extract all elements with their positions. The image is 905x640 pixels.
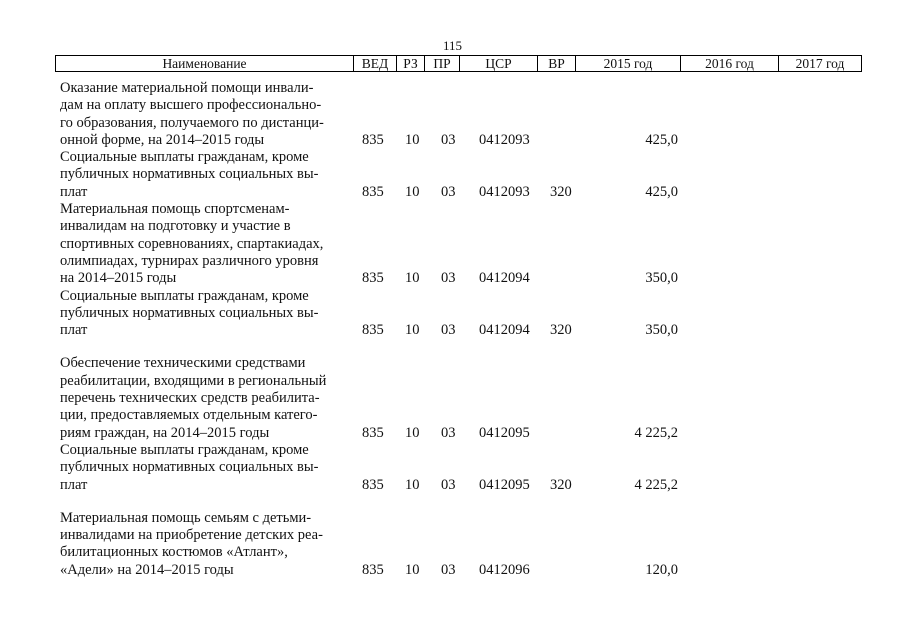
row-name-line: ции, предоставляемых отдельным катего- [60, 407, 318, 424]
cell-ved: 835 [362, 424, 384, 441]
row-name [60, 510, 350, 579]
cell-pr: 03 [441, 476, 456, 493]
row-name-line: плат [60, 322, 88, 339]
table-row [0, 442, 905, 494]
header-2015: 2015 год [576, 56, 681, 72]
row-name [60, 288, 350, 340]
row-name-line: дам на оплату высшего профессионально- [60, 97, 322, 114]
budget-rows [0, 80, 905, 579]
cell-pr: 03 [441, 270, 456, 287]
header-name: Наименование [56, 56, 354, 72]
row-name-line: го образования, получаемого по дистанци- [60, 114, 324, 131]
column-header-table [55, 55, 862, 72]
row-name-line: билитационных костюмов «Атлант», [60, 544, 288, 561]
table-row [0, 80, 905, 149]
row-name-line: Материальная помощь семьям с детьми- [60, 509, 312, 526]
header-vr: ВР [538, 56, 576, 72]
cell-ved: 835 [362, 476, 384, 493]
row-name-line: перечень технических средств реабилита- [60, 390, 320, 407]
table-row [0, 355, 905, 441]
row-name-line: плат [60, 476, 88, 493]
header-2017: 2017 год [779, 56, 862, 72]
cell-pr: 03 [441, 183, 456, 200]
cell-pr: 03 [441, 322, 456, 339]
cell-ved: 835 [362, 561, 384, 578]
cell-rz: 10 [405, 131, 420, 148]
header-csr: ЦСР [460, 56, 538, 72]
row-name-line: Социальные выплаты гражданам, кроме [60, 441, 309, 458]
cell-csr: 0412096 [479, 561, 530, 578]
header-2016: 2016 год [681, 56, 779, 72]
row-name-line: публичных нормативных социальных вы- [60, 304, 319, 321]
cell-2015: 4 225,2 [634, 476, 678, 493]
cell-rz: 10 [405, 561, 420, 578]
row-name-line: Социальные выплаты гражданам, кроме [60, 149, 309, 166]
row-name-line: публичных нормативных социальных вы- [60, 166, 319, 183]
header-pr: ПР [425, 56, 460, 72]
table-row [0, 288, 905, 340]
cell-2015: 4 225,2 [634, 424, 678, 441]
cell-ved: 835 [362, 270, 384, 287]
cell-2015: 350,0 [645, 322, 678, 339]
row-name-line: онной форме, на 2014–2015 годы [60, 131, 265, 148]
page-number: 115 [442, 38, 463, 53]
row-name-line: «Адели» на 2014–2015 годы [60, 561, 234, 578]
cell-rz: 10 [405, 183, 420, 200]
cell-rz: 10 [405, 270, 420, 287]
cell-ved: 835 [362, 131, 384, 148]
column-header-row [56, 56, 862, 72]
cell-rz: 10 [405, 424, 420, 441]
table-row [0, 201, 905, 287]
row-name-line: публичных нормативных социальных вы- [60, 459, 319, 476]
cell-2015: 425,0 [645, 131, 678, 148]
cell-vr: 320 [550, 183, 572, 200]
row-name-line: Материальная помощь спортсменам- [60, 201, 290, 218]
table-row [0, 510, 905, 579]
row-name-line: реабилитации, входящими в региональный [60, 372, 327, 389]
table-row [0, 149, 905, 201]
cell-2015: 425,0 [645, 183, 678, 200]
row-name [60, 149, 350, 201]
row-name-line: риям граждан, на 2014–2015 годы [60, 424, 270, 441]
header-rz: РЗ [397, 56, 425, 72]
cell-ved: 835 [362, 183, 384, 200]
cell-rz: 10 [405, 476, 420, 493]
cell-pr: 03 [441, 561, 456, 578]
row-name-line: Оказание материальной помощи инвали- [60, 80, 314, 96]
row-name-line: инвалидами на приобретение детских реа- [60, 527, 323, 544]
cell-vr: 320 [550, 322, 572, 339]
header-ved: ВЕД [354, 56, 397, 72]
row-name [60, 80, 350, 149]
cell-rz: 10 [405, 322, 420, 339]
row-name-line: Обеспечение техническими средствами [60, 355, 306, 372]
cell-pr: 03 [441, 131, 456, 148]
row-name [60, 442, 350, 494]
cell-2015: 120,0 [645, 561, 678, 578]
cell-pr: 03 [441, 424, 456, 441]
cell-csr: 0412093 [479, 131, 530, 148]
cell-csr: 0412095 [479, 476, 530, 493]
row-name [60, 201, 350, 287]
cell-ved: 835 [362, 322, 384, 339]
row-name-line: спортивных соревнованиях, спартакиадах, [60, 235, 324, 252]
row-name-line: Социальные выплаты гражданам, кроме [60, 287, 309, 304]
row-name-line: инвалидам на подготовку и участие в [60, 218, 291, 235]
cell-csr: 0412095 [479, 424, 530, 441]
cell-csr: 0412094 [479, 270, 530, 287]
row-name-line: на 2014–2015 годы [60, 270, 177, 287]
cell-csr: 0412093 [479, 183, 530, 200]
row-name-line: олимпиадах, турнирах различного уровня [60, 252, 319, 269]
cell-csr: 0412094 [479, 322, 530, 339]
cell-vr: 320 [550, 476, 572, 493]
row-name [60, 355, 350, 441]
row-name-line: плат [60, 183, 88, 200]
cell-2015: 350,0 [645, 270, 678, 287]
